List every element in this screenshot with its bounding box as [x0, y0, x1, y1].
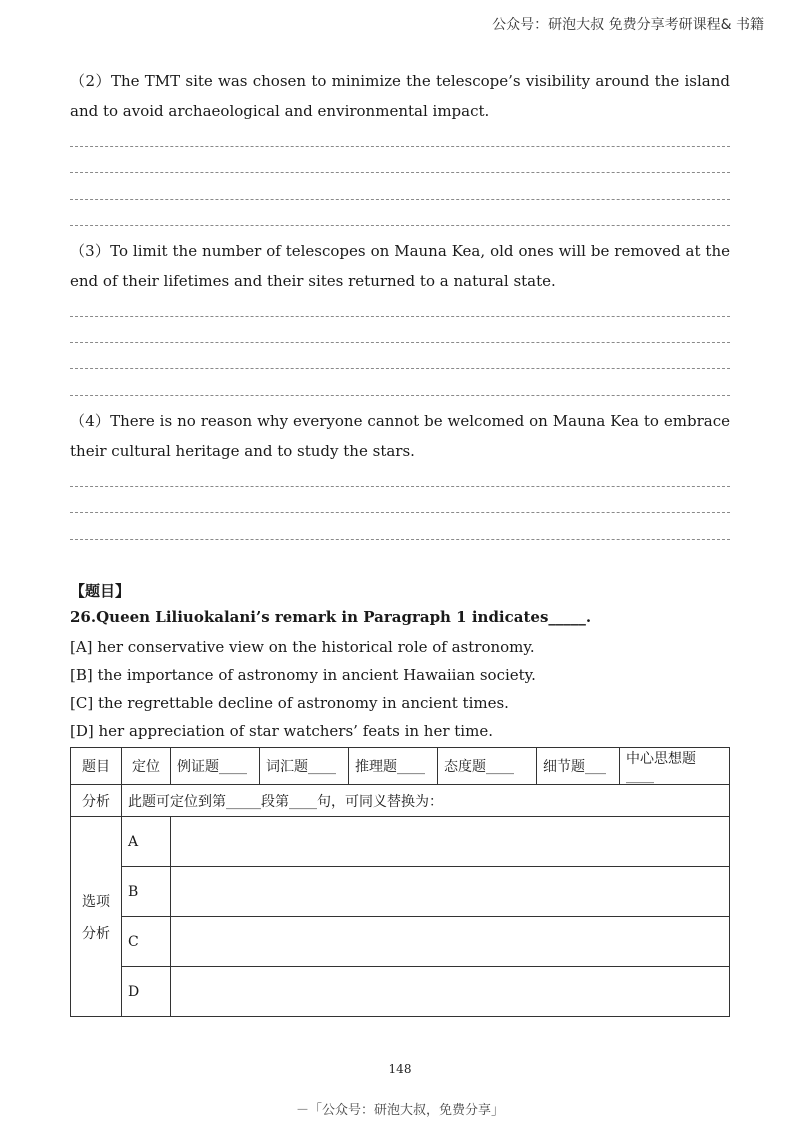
- answer-line: [70, 146, 730, 147]
- statement-4: （4）There is no reason why everyone cannot be welcomed on Mauna Kea to embrace their cultural heritage and to study the stars.: [70, 412, 730, 460]
- analysis-label: 分析: [71, 785, 122, 817]
- question-stem: 26.Queen Liliuokalani’s remark in Paragraph 1 indicates_____.: [70, 608, 592, 626]
- option-b: [B] the importance of astronomy in ancient Hawaiian society.: [70, 666, 536, 684]
- option-label-line1: 选项: [82, 893, 110, 910]
- answer-line: [70, 225, 730, 226]
- answer-line: [70, 539, 730, 540]
- option-letter-a: A: [122, 817, 171, 867]
- type-example: 例证题____: [171, 748, 260, 785]
- footer-note: －「公众号：研泡大叔，免费分享」: [295, 1103, 504, 1118]
- type-main-idea: 中心思想题____: [620, 748, 730, 785]
- option-letter-c: C: [122, 917, 171, 967]
- statement-2: （2）The TMT site was chosen to minimize the telescope’s visibility around the island and to avoid archaeological and environmental impact.: [70, 72, 730, 120]
- statement-3: （3）To limit the number of telescopes on Mauna Kea, old ones will be removed at the end of their lifetimes and their sites returned to a natural state.: [70, 242, 730, 290]
- option-d-analysis[interactable]: [171, 967, 730, 1017]
- option-a: [A] her conservative view on the historical role of astronomy.: [70, 638, 535, 656]
- answer-line: [70, 342, 730, 343]
- answer-line: [70, 316, 730, 317]
- page-number: 148: [388, 1062, 412, 1076]
- question-tag: 【题目】: [70, 582, 131, 600]
- analysis-table: [70, 747, 730, 1017]
- answer-line: [70, 395, 730, 396]
- option-c: [C] the regrettable decline of astronomy in ancient times.: [70, 694, 509, 712]
- option-label-line2: 分析: [82, 925, 110, 942]
- title-label: 题目: [71, 748, 122, 785]
- type-vocabulary: 词汇题____: [260, 748, 349, 785]
- option-c-analysis[interactable]: [171, 917, 730, 967]
- type-attitude: 态度题____: [438, 748, 537, 785]
- option-analysis-label: [71, 817, 122, 1017]
- option-letter-d: D: [122, 967, 171, 1017]
- answer-line: [70, 486, 730, 487]
- answer-line: [70, 368, 730, 369]
- type-detail: 细节题___: [537, 748, 620, 785]
- option-d: [D] her appreciation of star watchers’ feats in her time.: [70, 722, 493, 740]
- locate-label: 定位: [122, 748, 171, 785]
- answer-line: [70, 199, 730, 200]
- answer-line: [70, 172, 730, 173]
- option-b-analysis[interactable]: [171, 867, 730, 917]
- option-a-analysis[interactable]: [171, 817, 730, 867]
- type-inference: 推理题____: [349, 748, 438, 785]
- option-letter-b: B: [122, 867, 171, 917]
- answer-line: [70, 512, 730, 513]
- header-note: 公众号：研泡大叔 免费分享考研课程& 书籍: [492, 17, 764, 33]
- locate-sentence: 此题可定位到第_____段第____句，可同义替换为：: [122, 785, 730, 817]
